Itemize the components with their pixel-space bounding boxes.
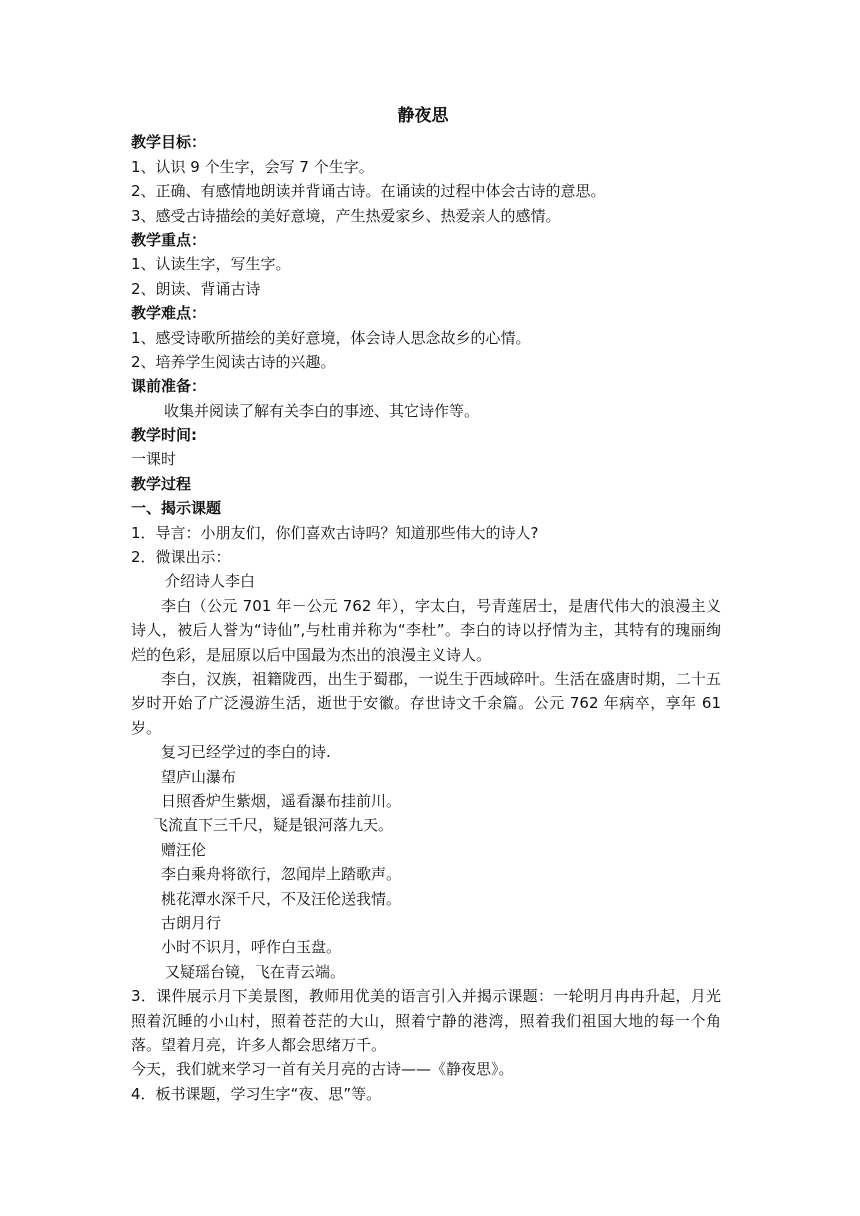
poem2-line-1: 李白乘舟将欲行，忽闻岸上踏歌声。 [161,865,402,884]
bio-paragraph-1: 李白（公元 701 年－公元 762 年），字太白，号青莲居士，是唐代伟大的浪漫主义诗人，被后人誉为“诗仙”,与杜甫并称为“李杜”。李白的诗以抒情为主，其特有的瑰丽绚烂的色彩，是屈原以后中国最为杰出的浪漫主义诗人。 [131,596,721,664]
section1-heading: 一、揭示课题 [131,499,222,518]
key-point-1: 1、认读生字，写生字。 [131,255,291,274]
goals-heading: 教学目标： [131,133,207,152]
poem3-title: 古朗月行 [161,913,222,932]
step-2: 2．微课出示： [131,548,231,567]
poem1-title: 望庐山瀑布 [161,767,237,786]
poem3-line-2: 又疑瑶台镜，飞在青云端。 [165,962,346,981]
goal-item-2: 2、正确、有感情地朗读并背诵古诗。在诵读的过程中体会古诗的意思。 [131,182,606,201]
goal-item-1: 1、认识 9 个生字，会写 7 个生字。 [131,157,374,176]
review-text: 复习已经学过的李白的诗. [161,743,331,762]
step-4: 4．板书课题，学习生字“夜、思”等。 [131,1084,382,1103]
goal-item-3: 3、感受古诗描绘的美好意境，产生热爱家乡、热爱亲人的感情。 [131,206,561,225]
poem1-line-1: 日照香炉生紫烟，遥看瀑布挂前川。 [161,792,402,811]
key-point-2: 2、朗读、背诵古诗 [131,279,261,298]
difficulty-2: 2、培养学生阅读古诗的兴趣。 [131,352,336,371]
document-page [131,104,731,1106]
step-3: 3．课件展示月下美景图，教师用优美的语言引入并揭示课题：一轮明月冉冉升起，月光照着沉睡的小山村，照着苍茫的大山，照着宁静的港湾，照着我们祖国大地的每一个角落。望着月亮，许多人都会思绪万千。 [131,987,721,1054]
step-1: 1．导言：小朋友们，你们喜欢古诗吗？知道那些伟大的诗人? [131,523,539,542]
intro-heading: 介绍诗人李白 [165,572,256,591]
bio-paragraph-2: 李白，汉族，祖籍陇西，出生于蜀郡，一说生于西域碎叶。生活在盛唐时期，二十五岁时开始了广泛漫游生活，逝世于安徽。存世诗文千余篇。公元 762 年病卒，享年 61 岁。 [131,670,721,737]
time-heading: 教学时间: [131,426,197,445]
poem2-line-2: 桃花潭水深千尺，不及汪伦送我情。 [161,889,402,908]
step-3-continued: 今天，我们就来学习一首有关月亮的古诗——《静夜思》。 [131,1060,514,1079]
process-heading: 教学过程 [131,474,192,493]
poem1-line-2: 飞流直下三千尺，疑是银河落九天。 [153,816,394,835]
difficulties-heading: 教学难点： [131,304,207,323]
poem2-title: 赠汪伦 [161,840,207,859]
document-title: 静夜思 [397,106,449,126]
key-points-heading: 教学重点： [131,230,207,249]
poem3-line-1: 小时不识月，呼作白玉盘。 [161,938,342,957]
difficulty-1: 1、感受诗歌所描绘的美好意境，体会诗人思念故乡的心情。 [131,328,531,347]
preparation-text: 收集并阅读了解有关李白的事迹、其它诗作等。 [164,401,480,420]
time-text: 一课时 [131,450,177,469]
preparation-heading: 课前准备： [131,377,207,396]
